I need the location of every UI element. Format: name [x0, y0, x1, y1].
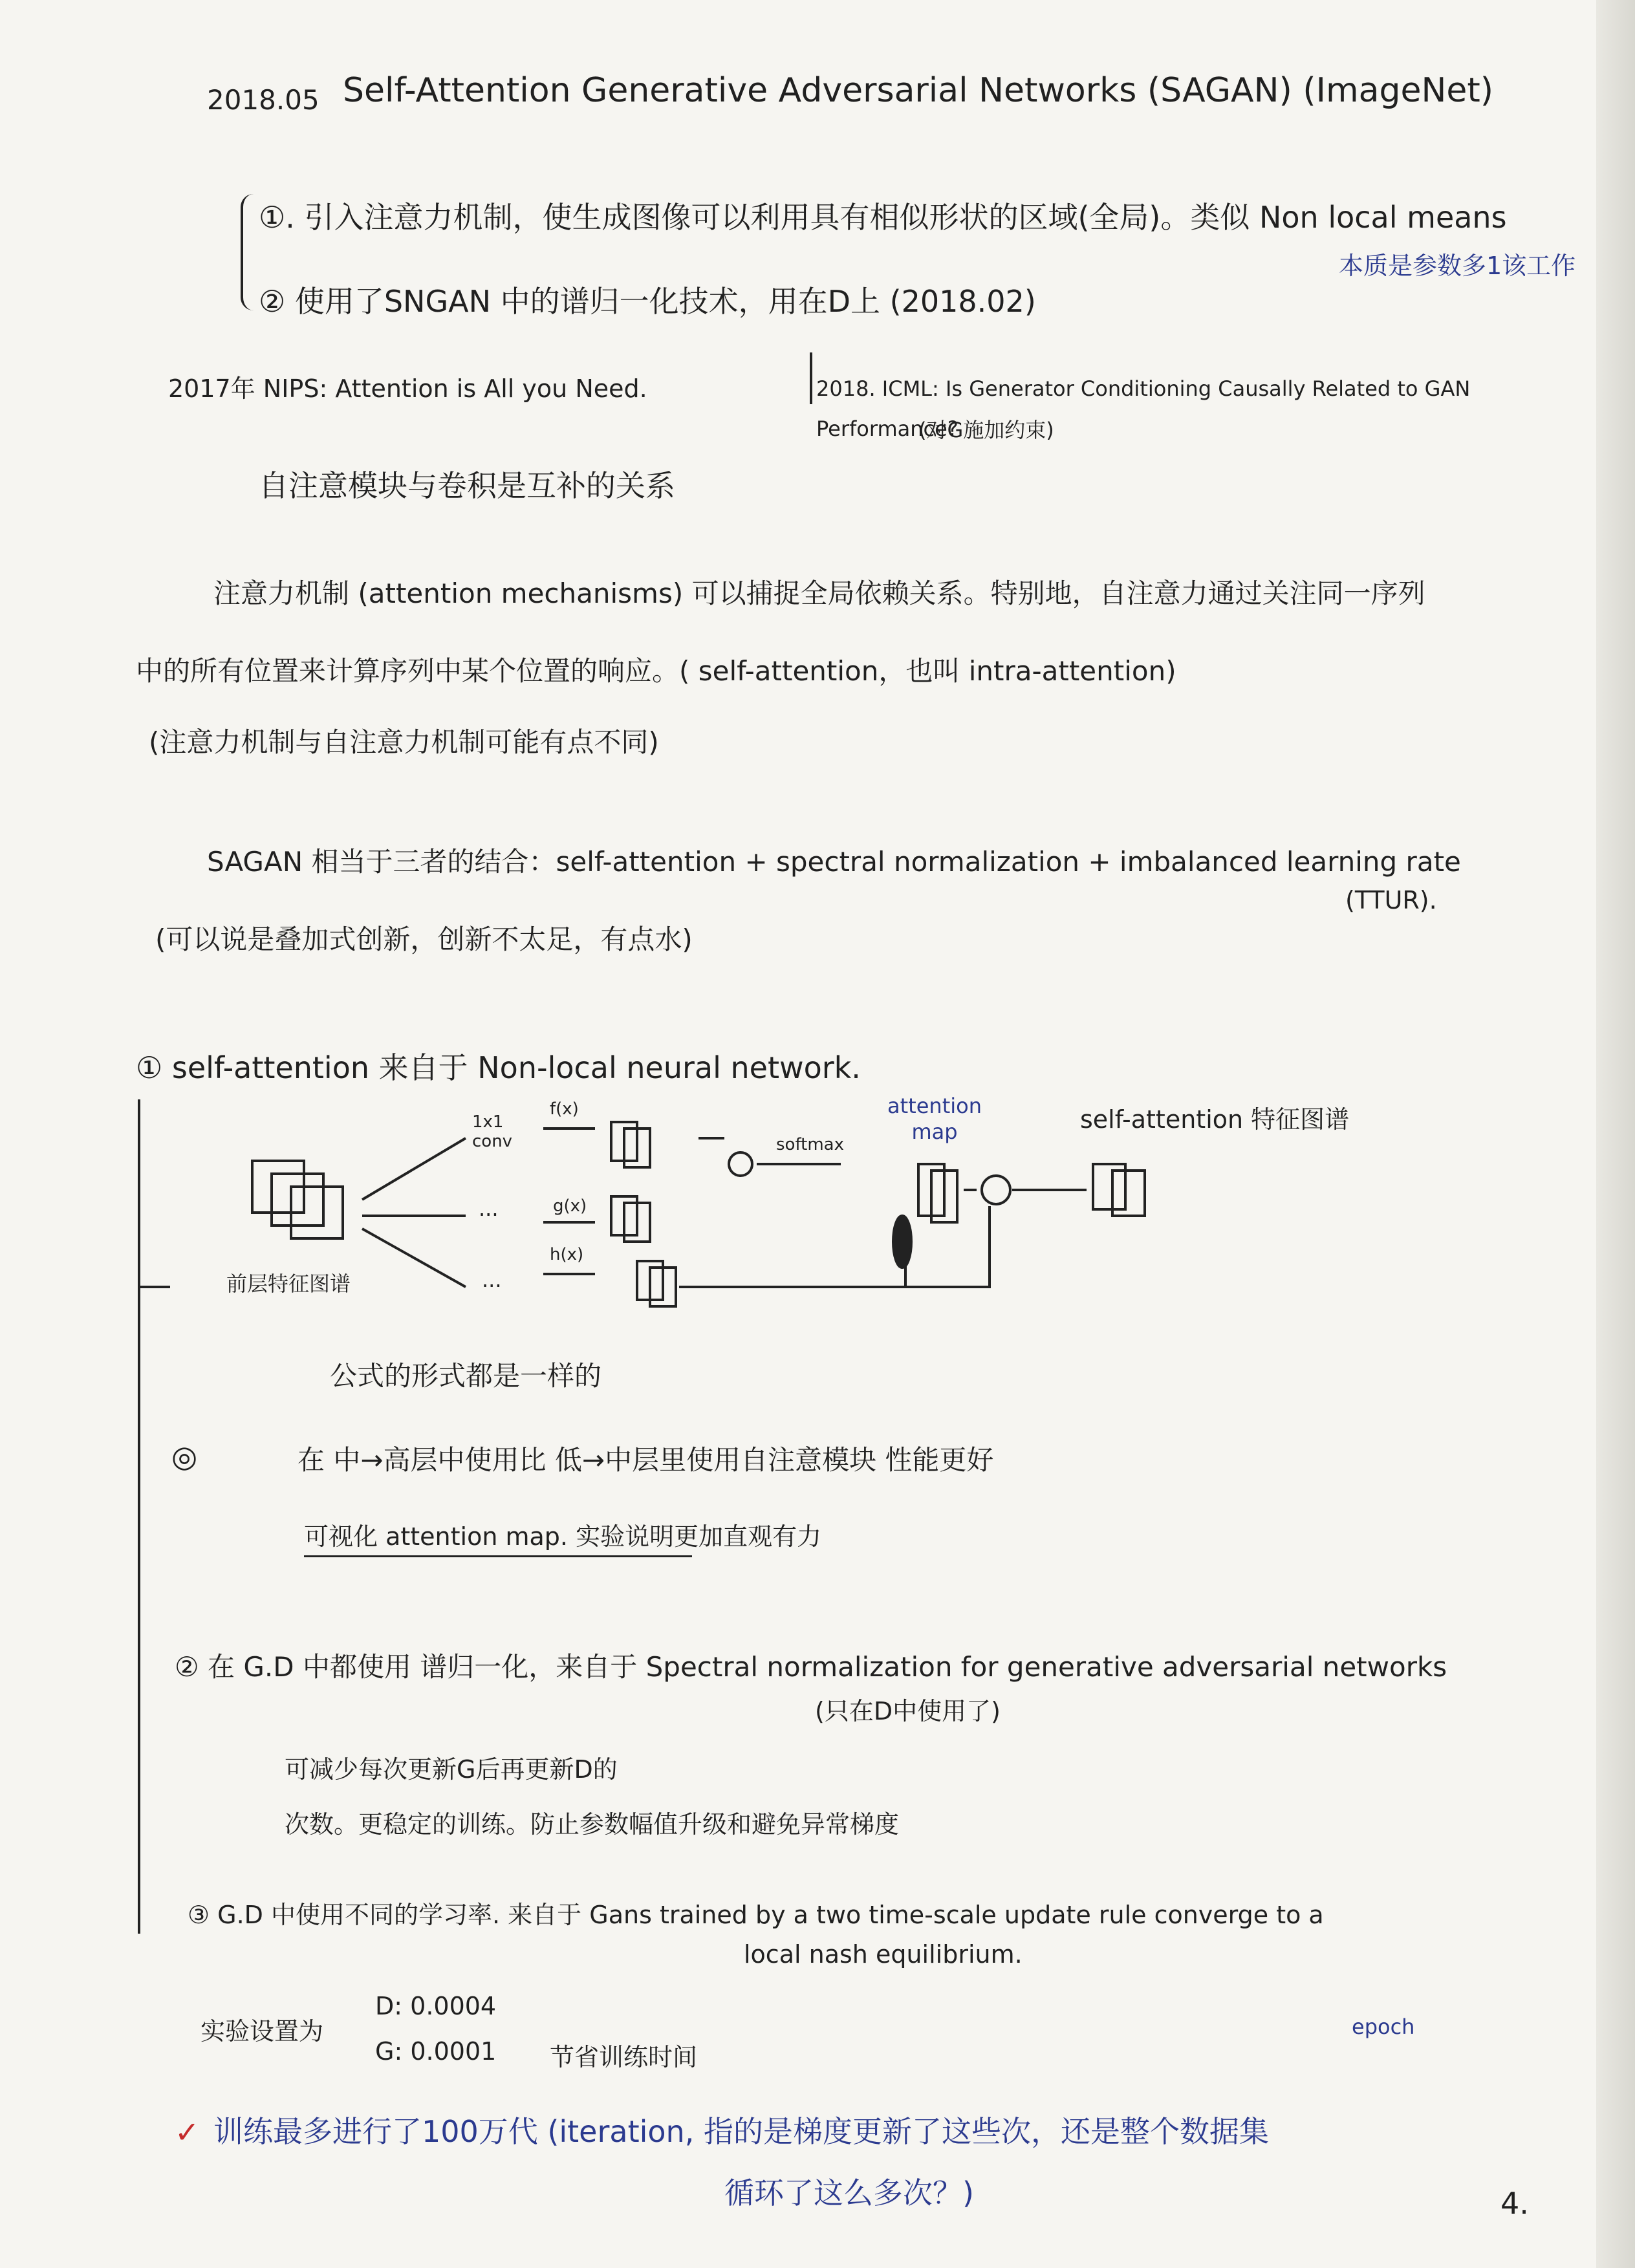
- section2-sub: (只在D中使用了): [815, 1697, 1001, 1725]
- ref-nips-2017: 2017年 NIPS: Attention is All you Need.: [168, 374, 647, 403]
- body-p2-line2: (可以说是叠加式创新，创新不太足，有点水): [155, 923, 693, 955]
- section3-heading: ③ G.D 中使用不同的学习率. 来自于 Gans trained by a two time-scale update rule converge to a: [188, 1901, 1324, 1929]
- intro-point-2: ② 使用了SNGAN 中的谱归一化技术，用在D上 (2018.02): [259, 284, 1036, 319]
- intro-point-1: ①. 引入注意力机制，使生成图像可以利用具有相似形状的区域(全局)。类似 Non local means: [259, 200, 1507, 235]
- section3-g-lr: G: 0.0001: [375, 2037, 497, 2066]
- section2-note1: 可减少每次更新G后再更新D的: [285, 1755, 618, 1784]
- section3-d-lr: D: 0.0004: [375, 1992, 497, 2020]
- diagram-attention-map: attention map: [887, 1094, 982, 1144]
- body-p1-line2: 中的所有位置来计算序列中某个位置的响应。( self-attention，也叫 intra-attention): [136, 655, 1176, 687]
- body-p1-line1: 注意力机制 (attention mechanisms) 可以捕捉全局依赖关系。特别地，自注意力通过关注同一序列: [213, 578, 1425, 609]
- diagram-conv-label: 1x1 conv: [472, 1112, 513, 1151]
- footer-check-icon: ✓: [175, 2115, 200, 2150]
- section1-heading: ① self-attention 来自于 Non-local neural network.: [136, 1050, 861, 1085]
- intro-point-1-note: 本质是参数多1该工作: [1339, 252, 1576, 280]
- footer-question-line2: 循环了这么多次？): [724, 2176, 974, 2210]
- diagram-fx: f(x): [550, 1099, 579, 1119]
- diagram-input-label: 前层特征图谱: [226, 1271, 351, 1296]
- section3-setup-note: 节省训练时间: [550, 2043, 698, 2071]
- header-title: Self-Attention Generative Adversarial Networks (SAGAN) (ImageNet): [343, 71, 1494, 110]
- header-date: 2018.05: [207, 84, 319, 116]
- footer-question-line1: 训练最多进行了100万代 (iteration, 指的是梯度更新了这些次，还是整个数据集: [213, 2114, 1269, 2149]
- diagram-dots-2: ...: [482, 1268, 502, 1292]
- section3-setup-label: 实验设置为: [200, 2017, 324, 2046]
- ref-icml-note: (对G施加约束): [918, 418, 1054, 442]
- ref-complementary: 自注意模块与卷积是互补的关系: [259, 468, 675, 503]
- diagram-gx: g(x): [553, 1196, 587, 1216]
- section1-bullet: ◎: [171, 1439, 198, 1474]
- footer-epoch: epoch: [1352, 2014, 1415, 2039]
- diagram-dots-1: ...: [479, 1196, 499, 1221]
- section2-heading: ② 在 G.D 中都使用 谱归一化，来自于 Spectral normalization for generative adversarial networks: [175, 1651, 1447, 1683]
- section1-note1: 公式的形式都是一样的: [330, 1360, 602, 1392]
- section1-note2: 在 中→高层中使用比 低→中层里使用自注意模块 性能更好: [298, 1444, 994, 1476]
- section2-note2: 次数。更稳定的训练。防止参数幅值升级和避免异常梯度: [285, 1810, 900, 1839]
- ref-icml-2018: 2018. ICML: Is Generator Conditioning Causally Related to GAN Performance?: [816, 376, 1471, 441]
- underline: [304, 1555, 692, 1557]
- diagram-output-label: self-attention 特征图谱: [1080, 1105, 1350, 1134]
- body-p1-line3: (注意力机制与自注意力机制可能有点不同): [149, 726, 659, 758]
- body-p2-line1: SAGAN 相当于三者的结合：self-attention + spectral normalization + imbalanced learning rate: [207, 846, 1461, 878]
- section3-heading-cont: local nash equilibrium.: [744, 1940, 1023, 1969]
- section1-note3: 可视化 attention map. 实验说明更加直观有力: [304, 1522, 822, 1551]
- diagram-softmax: softmax: [776, 1135, 844, 1154]
- body-p2-ttur: (TTUR).: [1345, 886, 1437, 914]
- page-number: 4.: [1500, 2186, 1529, 2221]
- diagram-hx: h(x): [550, 1245, 584, 1264]
